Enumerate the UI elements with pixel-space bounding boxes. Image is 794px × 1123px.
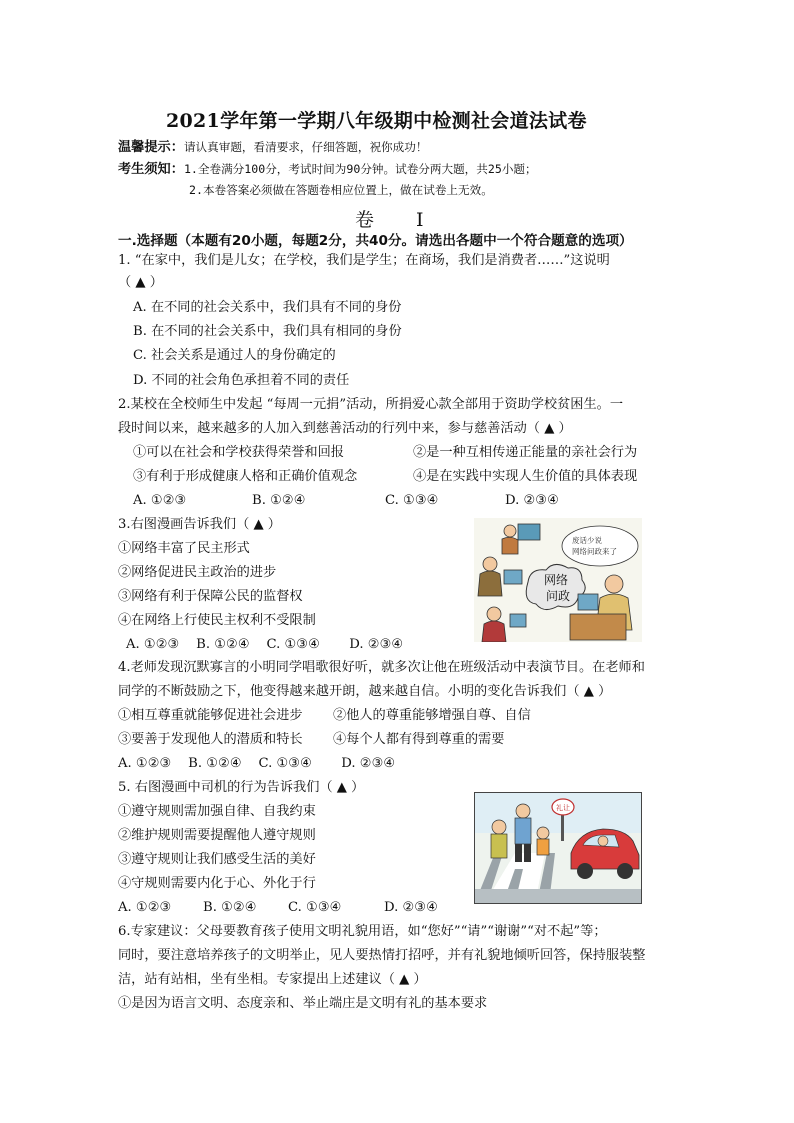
section-heading: 一.选择题（本题有20小题，每题2分，共40分。请选出各题中一个符合题意的选项） [118, 233, 633, 249]
q4-options: A. ①②③ B. ①②④ C. ①③④ D. ②③④ [118, 756, 396, 771]
cartoon-note-1: 废话少说 [572, 536, 602, 545]
q2-statement-2: ②是一种互相传递正能量的亲社会行为 [413, 445, 638, 460]
network-politics-cartoon [474, 518, 642, 642]
q1-stem: 1. “在家中，我们是儿女；在学校，我们是学生；在商场，我们是消费者……”这说明 [118, 253, 610, 268]
q5-option-d: D. ②③④ [384, 900, 438, 915]
q3-stem: 3.右图漫画告诉我们（ ▲ ） [118, 517, 281, 532]
q5-option-c: C. ①③④ [288, 900, 342, 915]
tips-label: 温馨提示： [118, 140, 184, 155]
q5-statement-1: ①遵守规则需加强自律、自我约束 [118, 804, 316, 819]
cartoon-cloud-text-1: 网络 [544, 573, 569, 587]
notice-text-1: 1.全卷满分100分，考试时间为90分钟。试卷分两大题，共25小题； [183, 162, 537, 176]
q3-statement-4: ④在网络上行使民主权利不受限制 [118, 613, 316, 628]
cartoon-cloud-text-2: 问政 [546, 589, 571, 603]
q2-statement-1: ①可以在社会和学校获得荣誉和回报 [133, 445, 344, 460]
cartoon-drawing [475, 793, 641, 903]
tips-line [118, 138, 427, 157]
q5-stem: 5. 右图漫画中司机的行为告诉我们（ ▲ ） [118, 780, 365, 795]
cartoon-sign-text: 礼让 [556, 804, 570, 812]
q1-blank: （ ▲ ） [118, 275, 163, 290]
notice-text-2: 2.本卷答案必须做在答题卷相应位置上，做在试卷上无效。 [189, 183, 493, 197]
q3-statement-3: ③网络有利于保障公民的监督权 [118, 589, 303, 604]
cartoon-drawing [474, 518, 642, 642]
q5-option-b: B. ①②④ [203, 900, 257, 915]
q5-statement-3: ③遵守规则让我们感受生活的美好 [118, 852, 316, 867]
q3-statement-1: ①网络丰富了民主形式 [118, 541, 250, 556]
q2-option-c: C. ①③④ [385, 493, 439, 508]
q5-option-a: A. ①②③ [118, 900, 172, 915]
q4-stem-1: 4.老师发现沉默寡言的小明同学唱歌很好听，就多次让他在班级活动中表演节目。在老师和 [118, 660, 645, 675]
q2-statement-3: ③有利于形成健康人格和正确价值观念 [133, 469, 358, 484]
q1-option-a: A. 在不同的社会关系中，我们具有不同的身份 [133, 300, 402, 315]
q1-option-b: B. 在不同的社会关系中，我们具有相同的身份 [133, 324, 402, 339]
exam-title: 2021学年第一学期八年级期中检测社会道法试卷 [166, 110, 587, 132]
q2-option-d: D. ②③④ [505, 493, 559, 508]
q4-stem-2: 同学的不断鼓励之下，他变得越来越开朗，越来越自信。小明的变化告诉我们（ ▲ ） [118, 684, 612, 699]
notice-label: 考生须知： [118, 162, 184, 177]
q5-statement-2: ②维护规则需要提醒他人遵守规则 [118, 828, 316, 843]
q6-line-2: 同时，要注意培养孩子的文明举止，见人要热情打招呼，并有礼貌地倾听回答，保持服装整 [118, 948, 646, 963]
q4-statement-1: ①相互尊重就能够促进社会进步 [118, 708, 303, 723]
q1-option-d: D. 不同的社会角色承担着不同的责任 [133, 373, 350, 388]
traffic-rules-cartoon [474, 792, 642, 904]
volume-heading: 卷 Ⅰ [355, 209, 442, 231]
q3-options: A. ①②③ B. ①②④ C. ①③④ D. ②③④ [126, 637, 404, 652]
q5-statement-4: ④守规则需要内化于心、外化于行 [118, 876, 316, 891]
q4-statement-3: ③要善于发现他人的潜质和特长 [118, 732, 303, 747]
tips-text: 请认真审题，看清要求，仔细答题，祝你成功！ [183, 140, 428, 154]
q1-option-c: C. 社会关系是通过人的身份确定的 [133, 348, 336, 363]
q2-statement-4: ④是在实践中实现人生价值的具体表现 [413, 469, 638, 484]
cartoon-note-2: 网络问政来了 [572, 547, 617, 556]
notice-line-1 [118, 160, 537, 179]
q6-line-1: 6.专家建议：父母要教育孩子使用文明礼貌用语，如“您好”“请”“谢谢”“对不起”等； [118, 924, 607, 939]
q6-line-3: 洁，站有站相，坐有坐相。专家提出上述建议（ ▲ ） [118, 972, 427, 987]
q2-stem-1: 2.某校在全校师生中发起 “每周一元捐”活动，所捐爱心款全部用于资助学校贫困生。一 [118, 397, 624, 412]
q2-option-b: B. ①②④ [252, 493, 306, 508]
q2-stem-2: 段时间以来，越来越多的人加入到慈善活动的行列中来，参与慈善活动（ ▲ ） [118, 421, 572, 436]
q4-statement-4: ④每个人都有得到尊重的需要 [333, 732, 505, 747]
q4-statement-2: ②他人的尊重能够增强自尊、自信 [333, 708, 531, 723]
q3-statement-2: ②网络促进民主政治的进步 [118, 565, 277, 580]
q2-option-a: A. ①②③ [133, 493, 187, 508]
q6-line-4: ①是因为语言文明、态度亲和、举止端庄是文明有礼的基本要求 [118, 996, 488, 1011]
